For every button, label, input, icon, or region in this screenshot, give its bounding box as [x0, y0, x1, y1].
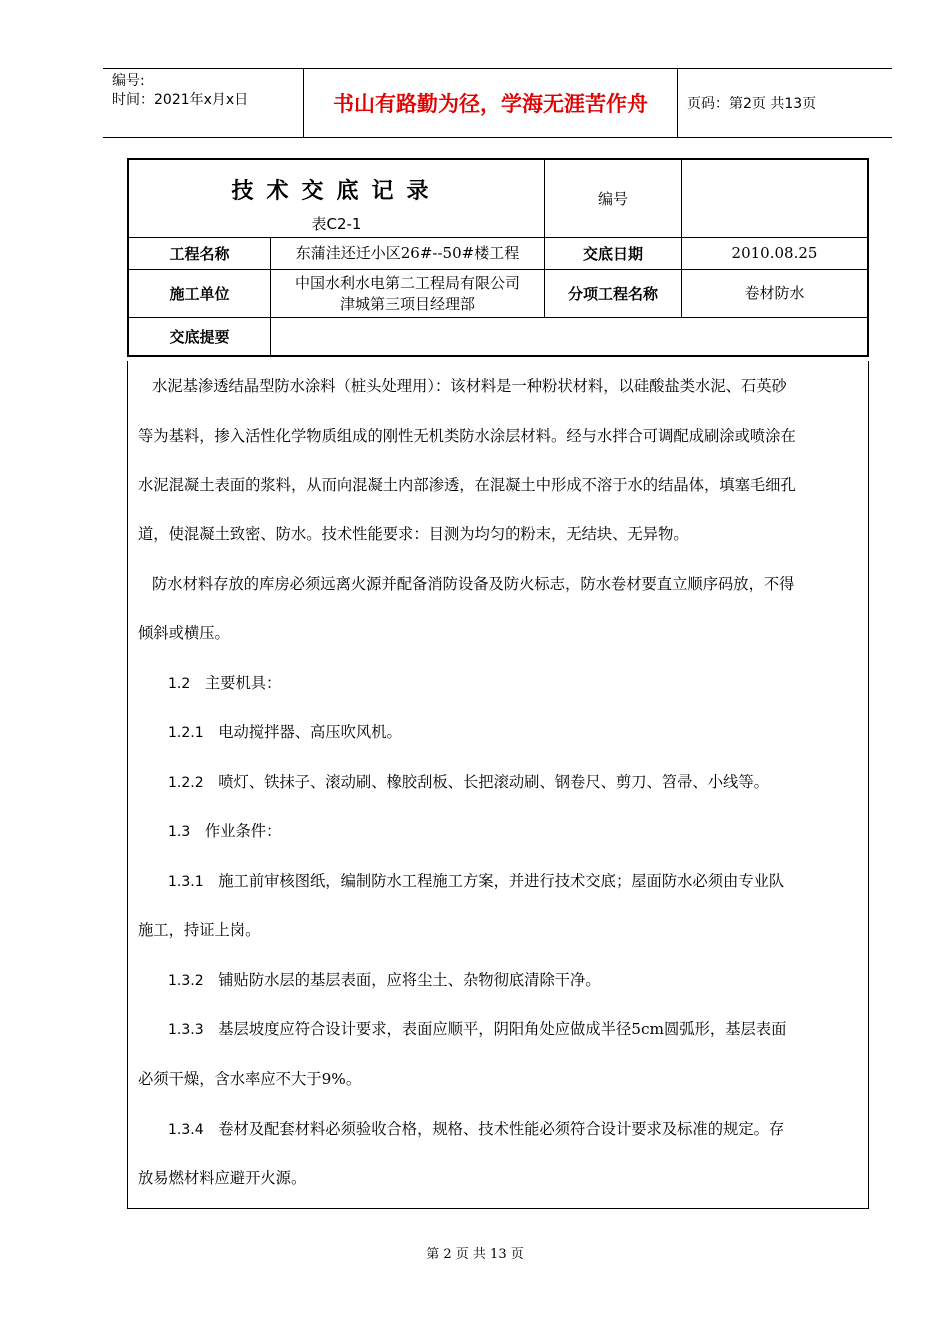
paragraph-line: 等为基料，掺入活性化学物质组成的刚性无机类防水涂层材料。经与水拌合可调配成刷涂或喷涂在 — [138, 427, 796, 445]
header-meta — [103, 69, 304, 137]
header-page-number: 页码：第2页 共13页 — [687, 96, 817, 112]
section-item — [138, 1004, 858, 1055]
section-heading — [138, 806, 858, 857]
section-number: 1.3.2 — [168, 973, 204, 989]
section-heading — [138, 658, 858, 709]
summary-value — [270, 317, 869, 357]
page-header — [103, 68, 892, 138]
header-time: 时间：2021年x月x日 — [112, 92, 249, 108]
unit-value — [270, 269, 545, 318]
summary-label: 交底提要 — [127, 317, 271, 357]
section-text: 施工前审核图纸，编制防水工程施工方案，并进行技术交底；屋面防水必须由专业队 — [218, 872, 785, 890]
project-name-label: 工程名称 — [127, 237, 271, 270]
number-value — [681, 158, 869, 238]
paragraph-line: 水泥基渗透结晶型防水涂料（桩头处理用）：该材料是一种粉状材料，以硅酸盐类水泥、石英砂 — [152, 377, 787, 395]
section-item — [138, 1104, 858, 1155]
page-footer: 第 2 页 共 13 页 — [426, 1247, 524, 1262]
section-number: 1.3 — [168, 824, 191, 840]
paragraph-line: 水泥混凝土表面的浆料，从而向混凝土内部渗透，在混凝土中形成不溶于水的结晶体，填塞毛细孔 — [138, 476, 796, 494]
table-row-unit — [127, 269, 869, 318]
tech-disclosure-table — [127, 158, 869, 357]
unit-line-1: 中国水利水电第二工程局有限公司 — [294, 273, 520, 292]
section-number: 1.2 — [168, 676, 191, 692]
section-item — [138, 707, 858, 758]
subitem-value: 卷材防水 — [681, 269, 869, 318]
section-number: 1.2.1 — [168, 725, 204, 741]
section-text: 主要机具： — [204, 674, 282, 692]
paragraph-line: 倾斜或横压。 — [138, 624, 230, 642]
section-number: 1.3.3 — [168, 1022, 204, 1038]
section-item — [138, 757, 858, 808]
section-item — [138, 856, 858, 907]
section-text: 基层坡度应符合设计要求，表面应顺平，阴阳角处应做成半径5cm圆弧形，基层表面 — [218, 1020, 787, 1038]
paragraph-line: 道，使混凝土致密、防水。技术性能要求：目测为均匀的粉末，无结块、无异物。 — [138, 525, 689, 543]
record-title: 技术交底记录 — [231, 178, 442, 204]
section-number: 1.3.4 — [168, 1122, 204, 1138]
section-text: 卷材及配套材料必须验收合格，规格、技术性能必须符合设计要求及标准的规定。存 — [218, 1120, 785, 1138]
section-text: 电动搅拌器、高压吹风机。 — [218, 723, 402, 741]
form-number: 表C2-1 — [311, 214, 362, 233]
title-cell — [127, 158, 545, 238]
header-number-label: 编号: — [112, 73, 145, 89]
unit-label: 施工单位 — [127, 269, 271, 318]
paragraph-line: 必须干燥，含水率应不大于9%。 — [138, 1070, 362, 1088]
table-row-project — [127, 237, 869, 270]
number-label: 编号 — [544, 158, 682, 238]
paragraph-line: 放易燃材料应避开火源。 — [138, 1169, 307, 1187]
subitem-label: 分项工程名称 — [544, 269, 682, 318]
section-item — [138, 955, 858, 1006]
date-value: 2010.08.25 — [681, 237, 869, 270]
date-label: 交底日期 — [544, 237, 682, 270]
unit-line-2: 津城第三项目经理部 — [339, 294, 475, 313]
section-number: 1.2.2 — [168, 775, 204, 791]
disclosure-content — [127, 361, 869, 1209]
paragraph-line: 防水材料存放的库房必须远离火源并配备消防设备及防火标志，防水卷材要直立顺序码放，不得 — [152, 575, 795, 593]
section-text: 喷灯、铁抹子、滚动刷、橡胶刮板、长把滚动刷、钢卷尺、剪刀、笤帚、小线等。 — [218, 773, 769, 791]
table-row-summary — [127, 317, 869, 357]
project-name-value: 东蒲洼还迁小区26#--50#楼工程 — [270, 237, 545, 270]
table-title-row — [127, 158, 869, 238]
paragraph-line: 施工，持证上岗。 — [138, 921, 261, 939]
header-motto: 书山有路勤为径，学海无涯苦作舟 — [304, 69, 678, 137]
section-text: 作业条件： — [204, 822, 282, 840]
section-number: 1.3.1 — [168, 874, 204, 890]
section-text: 铺贴防水层的基层表面，应将尘土、杂物彻底清除干净。 — [218, 971, 601, 989]
